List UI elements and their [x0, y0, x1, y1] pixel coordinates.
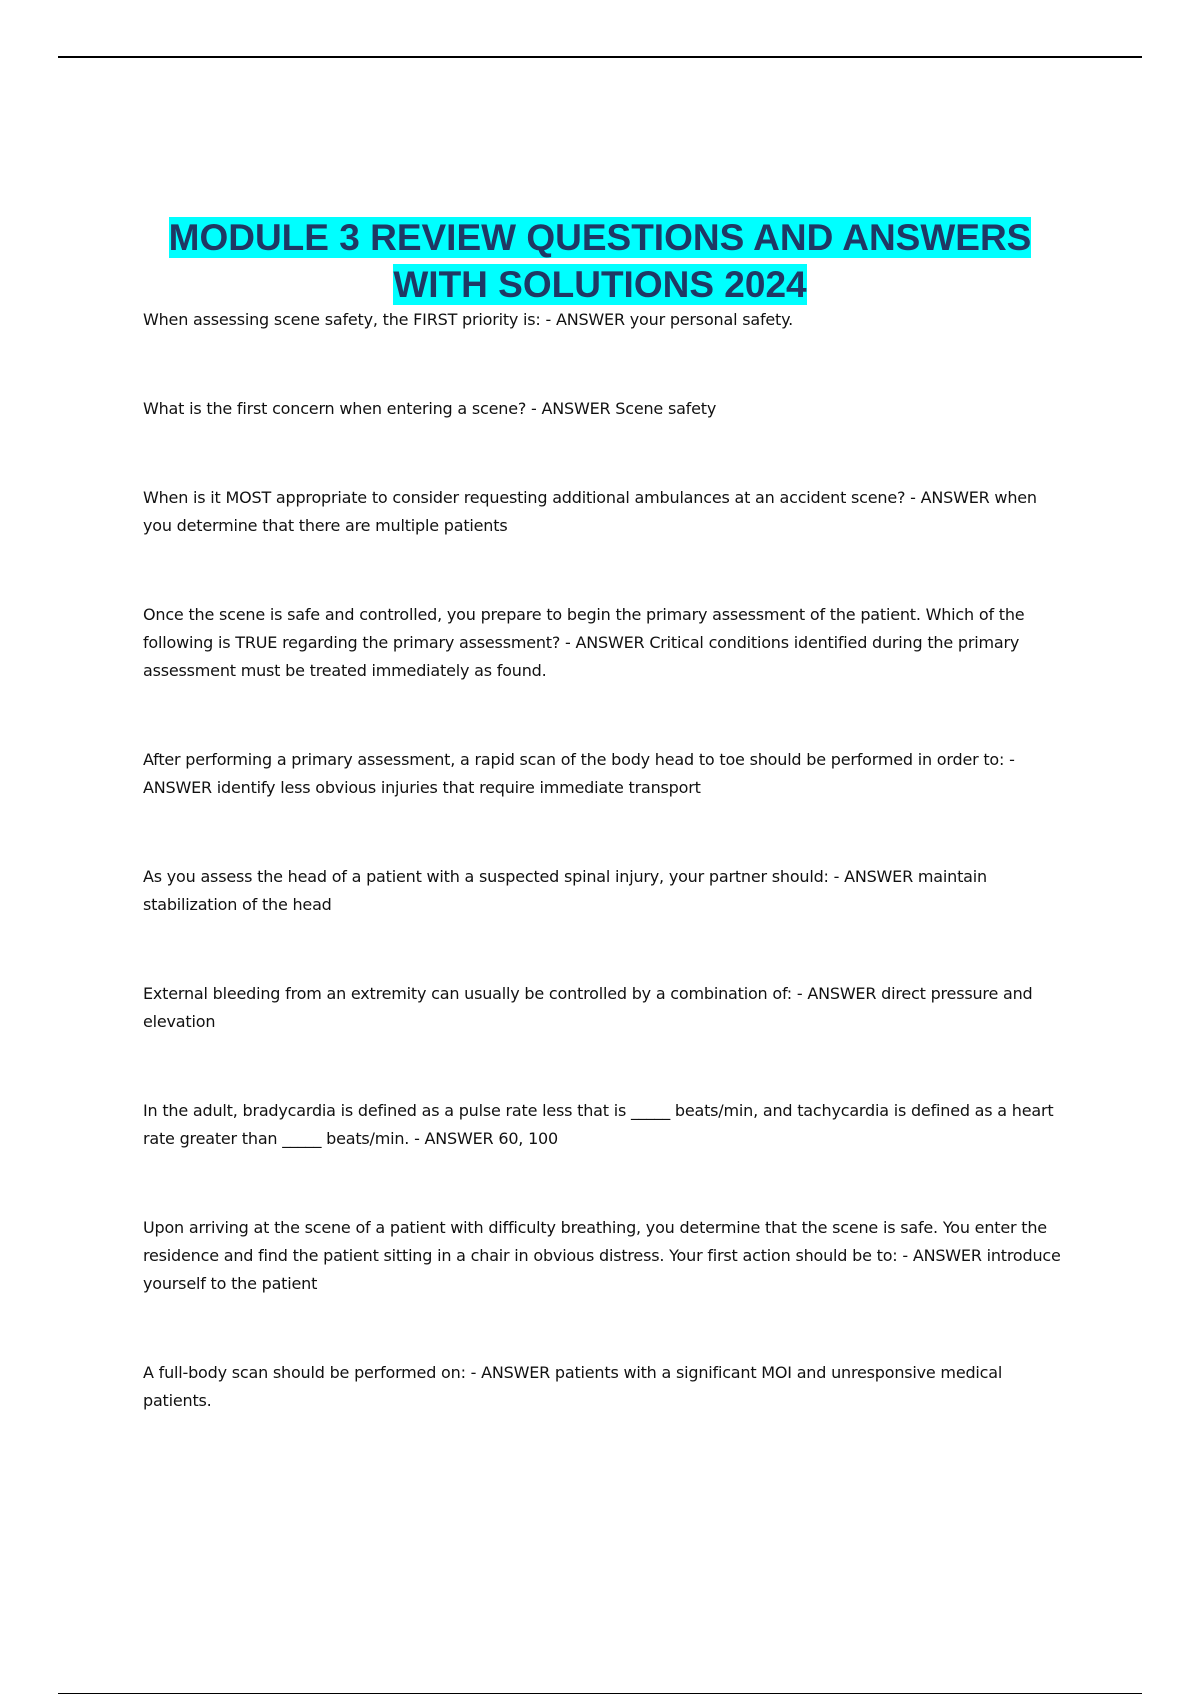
qa-item: In the adult, bradycardia is defined as a pulse rate less that is _____ beats/min, and tachycardia is defined as a heart rate greater than _____ beats/min. - ANSWER 60, 100: [143, 1101, 1054, 1148]
top-rule: [58, 56, 1142, 58]
qa-item: When assessing scene safety, the FIRST priority is: - ANSWER your personal safety.: [143, 310, 793, 329]
title-line-2: WITH SOLUTIONS 2024: [393, 264, 807, 305]
title-line-1: MODULE 3 REVIEW QUESTIONS AND ANSWERS: [168, 217, 1032, 258]
qa-item: Upon arriving at the scene of a patient with difficulty breathing, you determine that the scene is safe. You enter the residence and find the patient sitting in a chair in obvious distress. Your first action should be to: - ANSWER introduce yourself to the patient: [143, 1218, 1061, 1293]
qa-item: When is it MOST appropriate to consider requesting additional ambulances at an accident scene? - ANSWER when you determine that there are multiple patients: [143, 488, 1037, 535]
qa-item: After performing a primary assessment, a rapid scan of the body head to toe should be performed in order to: - ANSWER identify less obvious injuries that require immediate transport: [143, 750, 1015, 797]
qa-item: A full-body scan should be performed on: - ANSWER patients with a significant MOI and unresponsive medical patients.: [143, 1363, 1003, 1410]
qa-item: What is the first concern when entering a scene? - ANSWER Scene safety: [143, 399, 717, 418]
qa-item: Once the scene is safe and controlled, you prepare to begin the primary assessment of the patient. Which of the following is TRUE regarding the primary assessment? - ANSWER Critical conditions identified during the primary assessment must be treated immediately as found.: [143, 605, 1025, 680]
bottom-rule: [58, 1693, 1142, 1694]
qa-item: External bleeding from an extremity can usually be controlled by a combination of: - ANSWER direct pressure and elevation: [143, 984, 1033, 1031]
document-title: [143, 214, 1057, 308]
qa-item: As you assess the head of a patient with a suspected spinal injury, your partner should: - ANSWER maintain stabilization of the head: [143, 867, 987, 914]
qa-list: [143, 306, 1063, 1476]
